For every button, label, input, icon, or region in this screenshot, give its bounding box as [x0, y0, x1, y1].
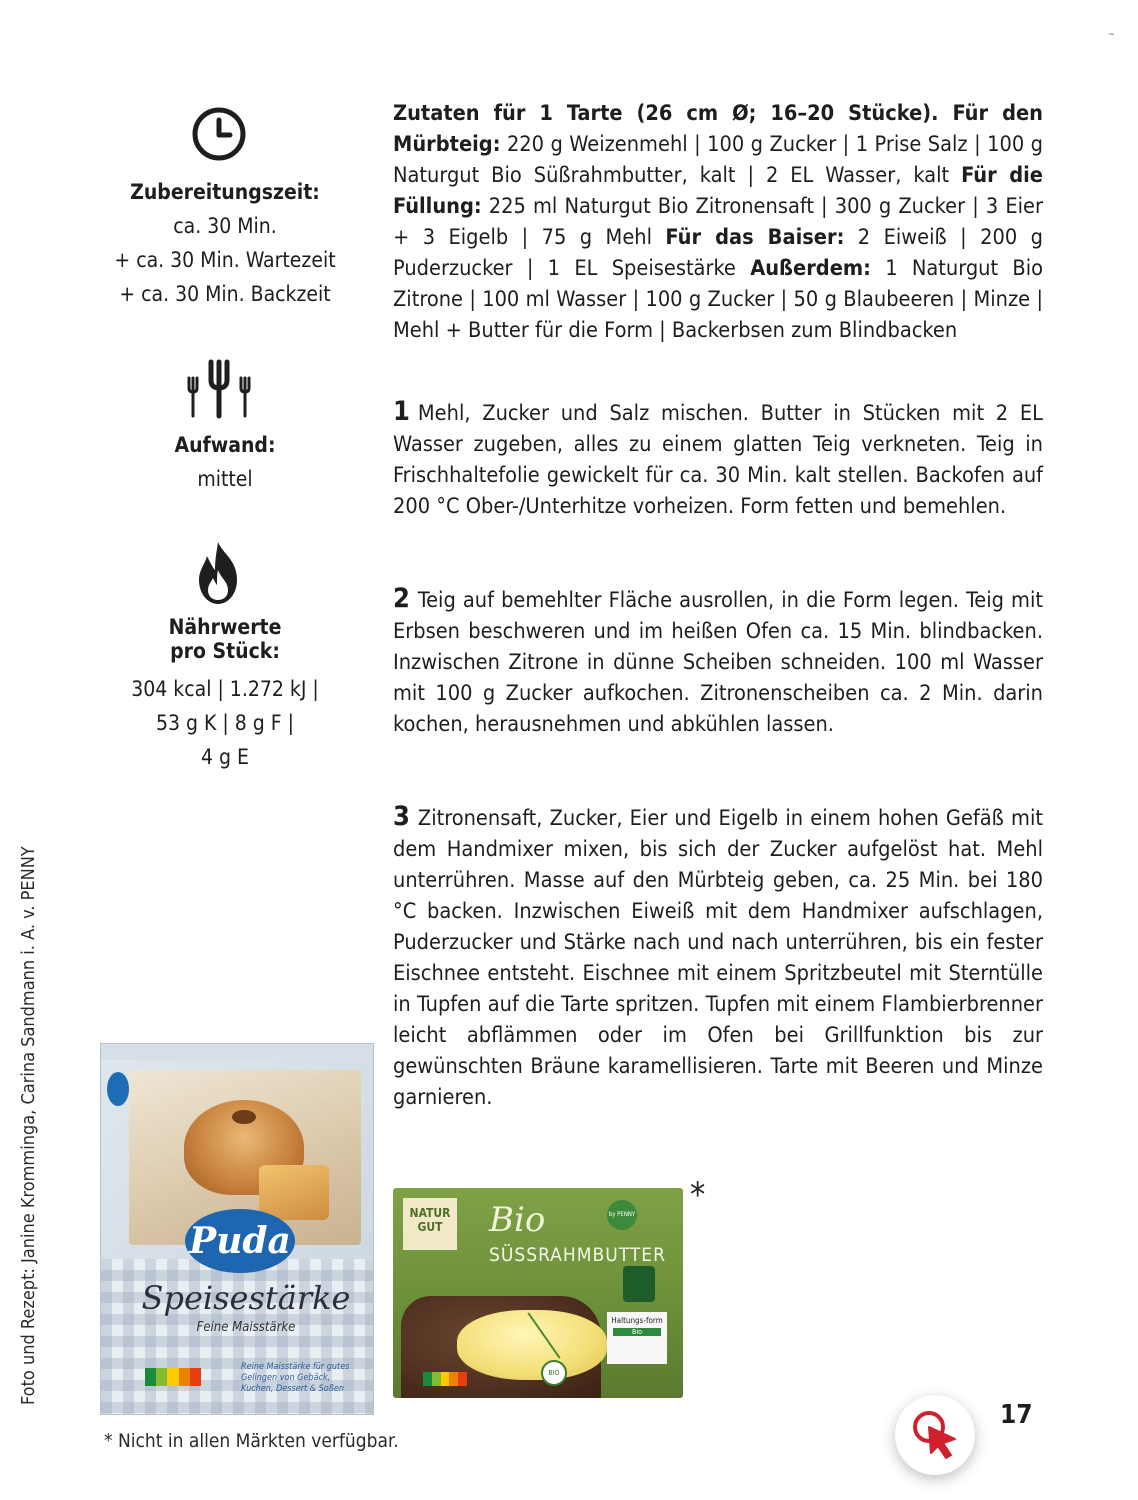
haltungsform-label [607, 1312, 667, 1364]
butter-package [393, 1188, 683, 1398]
puda-speisestaerke-product[interactable] [100, 1043, 372, 1413]
prep-time-line: ca. 30 Min. [173, 214, 277, 238]
ingredients-intro: Zutaten für 1 Tarte (26 cm Ø; 16–20 Stücke). Für den Mürbteig: [393, 101, 1043, 157]
step-number: 2 [393, 583, 410, 614]
step-1 [393, 396, 1043, 522]
prep-time-title: Zubereitungszeit: [130, 180, 320, 204]
prep-time [95, 175, 355, 311]
ingredients-filling: 225 ml Naturgut Bio Zitronensaft | 300 g Zucker | 3 Eier + 3 Eigelb | 75 g Mehl [393, 194, 1043, 250]
step-text: Zitronensaft, Zucker, Eier und Eigelb in einem hohen Gefäß mit dem Handmixer mixen, bis sich der Zucker aufgelöst hat. Mehl unterrühren. Masse auf den Mürbteig geben, ca. 25 Min. bei 180 °C backen. Inzwischen Eiweiß mit dem Handmixer aufschlagen, Puderzucker und Stärke nach und nach unterrühren, bis ein fester Eischnee entsteht. Eischnee mit einem Spritzbeutel mit Sterntülle in Tupfen auf die Tarte spritzen. Tupfen mit einem Flambierbrenner leicht abflämmen oder im Ofen bei Grillfunktion bis zur gewünschten Bräune karamellisieren. Tarte mit Beeren und Minze garnieren. [393, 806, 1043, 1110]
nutrition-title: pro Stück: [170, 639, 280, 663]
puda-logo: Puda [185, 1209, 295, 1273]
brand-badge-icon [107, 1072, 129, 1106]
product-name: Speisestärke [141, 1279, 351, 1317]
clock-icon [190, 105, 248, 163]
nutrition-line: 53 g K | 8 g F | [155, 711, 295, 735]
penny-heart-logo: by PENNY [607, 1200, 637, 1230]
step-text: Teig auf bemehlter Fläche ausrollen, in die Form legen. Teig mit Erbsen beschweren und im heißen Ofen ca. 15 Min. blindbacken. Inzwischen Zitrone in dünne Scheiben schneiden. 100 ml Wasser mit 100 g Zucker aufkochen. Zitronenscheiben ca. 2 Min. darin kochen, herausnehmen und abkühlen lassen. [393, 588, 1043, 737]
effort [95, 428, 355, 496]
page-number: 17 [1000, 1400, 1033, 1430]
ingredients-meringue: 2 Eiweiß | 200 g Puderzucker | 1 EL Speisestärke [393, 225, 1043, 281]
flame-icon [193, 540, 243, 606]
nutrition-heading [95, 615, 355, 663]
nutri-score-icon [145, 1368, 201, 1386]
bio-label: Bio [489, 1200, 546, 1240]
ingredients-block [393, 98, 1043, 346]
nutri-score-icon [423, 1372, 467, 1386]
eco-seal-icon [623, 1266, 655, 1302]
nutrition-line: 304 kcal | 1.272 kJ | [131, 677, 319, 701]
eu-bio-seal-icon: BIO [541, 1360, 567, 1386]
footnote: * Nicht in allen Märkten verfügbar. [104, 1430, 399, 1452]
product-blurb: Reine Maisstärke für gutes Gelingen von Gebäck, Kuchen, Dessert & Soßen [241, 1362, 350, 1394]
effort-title: Aufwand: [174, 433, 276, 457]
step-number: 1 [393, 396, 410, 427]
nutrition-line: 4 g E [201, 745, 249, 769]
product-name: SÜSSRAHMBUTTER [489, 1244, 666, 1266]
product-subtitle: Feine Maisstärke [196, 1320, 296, 1335]
ingredients-extra: 1 Naturgut Bio Zitrone | 100 ml Wasser | 100 g Zucker | 50 g Blaubeeren | Minze | Mehl + Butter für die Form | Backerbsen zum Blindbacken [393, 256, 1043, 343]
corner-mark: ~ [1108, 30, 1115, 40]
nutrition-values [95, 672, 355, 774]
prep-time-line: + ca. 30 Min. Wartezeit [114, 248, 336, 272]
scan-link-button[interactable] [895, 1395, 975, 1475]
cutlery-icon [185, 358, 255, 420]
package-top [101, 1044, 373, 1060]
photo-credit: Foto und Rezept: Janine Kromminga, Carina Sandmann i. A. v. PENNY [18, 846, 39, 1405]
cursor-click-icon [911, 1409, 961, 1461]
availability-asterisk: * [690, 1175, 706, 1215]
step-3 [393, 801, 1043, 1113]
step-2 [393, 583, 1043, 740]
effort-value: mittel [197, 467, 253, 491]
step-text: Mehl, Zucker und Salz mischen. Butter in Stücken mit 2 EL Wasser zugeben, alles zu einem glatten Teig verkneten. Teig in Frischhaltefolie gewickelt für ca. 30 Min. kalt stellen. Backofen auf 200 °C Ober-/Unterhitze vorheizen. Form fetten und bemehlen. [393, 401, 1043, 519]
extra-label: Außerdem: [750, 256, 871, 281]
naturgut-logo: NATUR GUT [403, 1198, 457, 1250]
puda-package [100, 1043, 374, 1415]
step-number: 3 [393, 801, 410, 832]
prep-time-line: + ca. 30 Min. Backzeit [119, 282, 331, 306]
meringue-label: Für das Baiser: [665, 225, 845, 250]
ingredients-dough: 220 g Weizenmehl | 100 g Zucker | 1 Prise Salz | 100 g Naturgut Bio Süßrahmbutter, kalt | 2 EL Wasser, kalt [393, 132, 1043, 188]
cake-slice-image [259, 1165, 329, 1220]
haltungsform-title: Haltungs-form [611, 1316, 663, 1325]
nutrition-title: Nährwerte [168, 615, 282, 639]
haltungsform-level: Bio [613, 1328, 661, 1336]
naturgut-butter-product[interactable] [393, 1188, 683, 1398]
filling-label: Für die Füllung: [393, 163, 1043, 219]
